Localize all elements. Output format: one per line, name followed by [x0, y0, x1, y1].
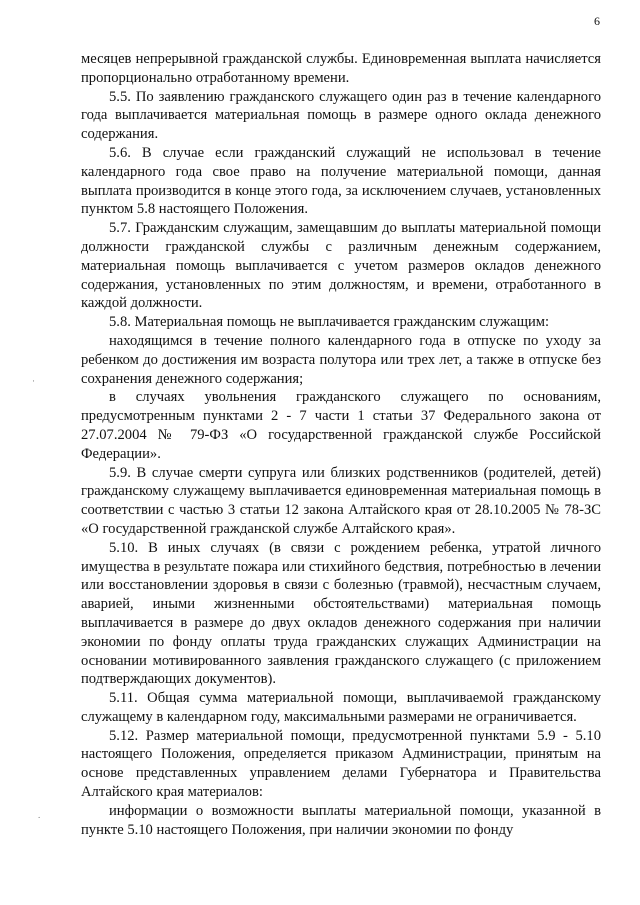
paragraph-5-8-case-leave: находящимся в течение полного календарного года в отпуске по уходу за ребенком до достижения им возраста полутора или трех лет, а также в отпуске без сохранения денежного содержания;	[81, 332, 601, 387]
paragraph-5-8: 5.8. Материальная помощь не выплачивается гражданским служащим:	[109, 314, 550, 331]
scan-artifact-dot: .	[38, 810, 41, 820]
paragraph-5-8-case-dismissal: в случаях увольнения гражданского служащего по основаниям, предусмотренным пунктами 2 - 7 части 1 статьи 37 Федерального закона от 27.07.2004 № 79-ФЗ «О государственной гражданской службе Российской Федерации».	[81, 389, 601, 462]
paragraph-5-12-item-info: информации о возможности выплаты материальной помощи, указанной в пункте 5.10 настоящего Положения, при наличии экономии по фонду	[81, 802, 601, 838]
paragraph-5-9: 5.9. В случае смерти супруга или близких родственников (родителей, детей) гражданскому служащему выплачивается единовременная материальная помощь в соответствии с частью 3 статьи 12 закона Алтайского края от 28.10.2005 № 78-ЗС «О государственной гражданской службе Алтайского края».	[81, 464, 601, 537]
paragraph-5-5: 5.5. По заявлению гражданского служащего один раз в течение календарного года выплачивается материальная помощь в размере одного оклада денежного содержания.	[81, 88, 601, 143]
scan-artifact-dot: ·	[32, 376, 35, 386]
paragraph-5-6: 5.6. В случае если гражданский служащий не использовал в течение календарного года свое право на получение материальной помощи, данная выплата производится в конце этого года, за исключением случаев, установленных пунктом 5.8 настоящего Положения.	[81, 144, 601, 218]
page-number: 6	[594, 14, 600, 28]
paragraph-5-10: 5.10. В иных случаях (в связи с рождением ребенка, утратой личного имущества в результате пожара или стихийного бедствия, потребностью в лечении или восстановлении здоровья в связи с болезнью (травмой), несчастным случаем, аварией, иными жизненными обстоятельствами) материальная помощь выплачивается в размере до двух окладов денежного содержания при наличии экономии по фонду оплаты труда гражданских служащих Администрации на основании мотивированного заявления гражданского служащего (с приложением подтверждающих документов).	[81, 539, 601, 688]
paragraph-5-7: 5.7. Гражданским служащим, замещавшим до выплаты материальной помощи должности гражданской службы с различным денежным содержанием, материальная помощь выплачивается с учетом размеров окладов денежного содержания, установленных по этим должностям, и времени, отработанного в каждой должности.	[81, 220, 601, 312]
paragraph-continuation: месяцев непрерывной гражданской службы. Единовременная выплата начисляется пропорционально отработанному времени.	[81, 51, 601, 86]
paragraph-5-12: 5.12. Размер материальной помощи, предусмотренной пунктами 5.9 - 5.10 настоящего Положения, определяется приказом Администрации, принятым на основе представленных управлением делами Губернатора и Правительства Алтайского края материалов:	[81, 727, 601, 801]
paragraph-5-11: 5.11. Общая сумма материальной помощи, выплачиваемой гражданскому служащему в календарном году, максимальными размерами не ограничивается.	[81, 690, 601, 725]
document-body	[81, 50, 601, 839]
